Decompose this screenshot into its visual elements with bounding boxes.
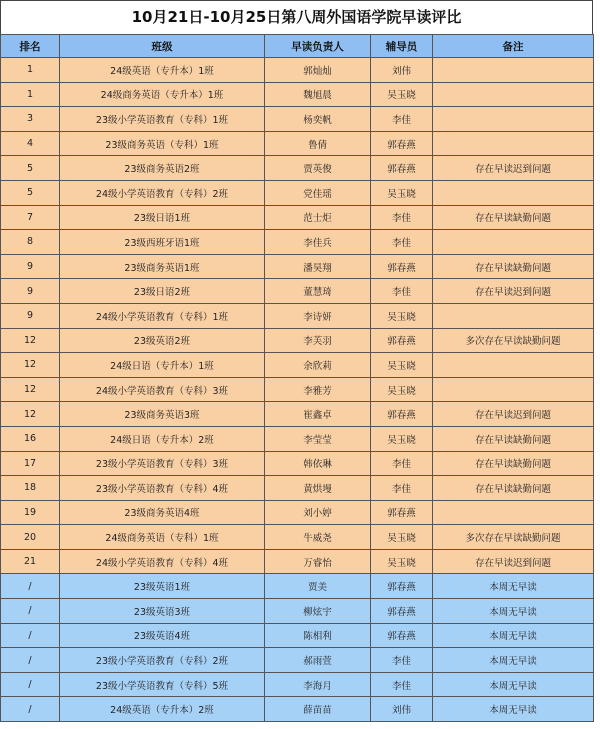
rank-cell: 19	[1, 500, 60, 525]
counselor-cell: 郭春燕	[371, 156, 433, 181]
rank-cell: 12	[1, 402, 60, 427]
ranking-table	[0, 34, 594, 722]
table-row	[1, 402, 594, 427]
note-cell: 本周无早读	[433, 599, 594, 624]
counselor-cell: 李佳	[371, 451, 433, 476]
leader-cell: 黄烘墁	[265, 476, 371, 501]
table-row	[1, 205, 594, 230]
class-cell: 24级英语（专升本）2班	[60, 697, 265, 722]
table-row	[1, 303, 594, 328]
class-cell: 24级小学英语教育（专科）2班	[60, 180, 265, 205]
note-cell: 本周无早读	[433, 623, 594, 648]
counselor-cell: 郭春燕	[371, 599, 433, 624]
note-cell	[433, 500, 594, 525]
counselor-cell: 李佳	[371, 205, 433, 230]
class-cell: 23级小学英语教育（专科）2班	[60, 648, 265, 673]
table-row	[1, 574, 594, 599]
counselor-cell: 李佳	[371, 279, 433, 304]
class-cell: 23级商务英语1班	[60, 254, 265, 279]
leader-cell: 魏旭晨	[265, 82, 371, 107]
counselor-cell: 郭春燕	[371, 254, 433, 279]
counselor-cell: 刘伟	[371, 58, 433, 83]
leader-cell: 陈相利	[265, 623, 371, 648]
rank-cell: 5	[1, 180, 60, 205]
rank-cell: 8	[1, 230, 60, 255]
counselor-cell: 郭春燕	[371, 131, 433, 156]
leader-cell: 崔鑫卓	[265, 402, 371, 427]
leader-cell: 郭灿灿	[265, 58, 371, 83]
note-cell	[433, 353, 594, 378]
rank-cell: 9	[1, 254, 60, 279]
leader-cell: 贾美	[265, 574, 371, 599]
table-row	[1, 500, 594, 525]
class-cell: 23级英语4班	[60, 623, 265, 648]
note-cell	[433, 377, 594, 402]
table-row	[1, 82, 594, 107]
table-row	[1, 107, 594, 132]
class-cell: 24级日语（专升本）1班	[60, 353, 265, 378]
note-cell: 存在早读迟到问题	[433, 279, 594, 304]
note-cell: 多次存在早读缺勤问题	[433, 525, 594, 550]
class-cell: 24级日语（专升本）2班	[60, 426, 265, 451]
counselor-cell: 郭春燕	[371, 500, 433, 525]
leader-cell: 潘昊翔	[265, 254, 371, 279]
table-row	[1, 525, 594, 550]
note-cell: 存在早读迟到问题	[433, 402, 594, 427]
counselor-cell: 吴玉晓	[371, 426, 433, 451]
counselor-cell: 吴玉晓	[371, 180, 433, 205]
note-cell: 存在早读缺勤问题	[433, 254, 594, 279]
rank-cell: 12	[1, 353, 60, 378]
class-cell: 24级小学英语教育（专科）1班	[60, 303, 265, 328]
note-cell	[433, 303, 594, 328]
leader-cell: 李莹莹	[265, 426, 371, 451]
class-cell: 23级小学英语教育（专科）1班	[60, 107, 265, 132]
rank-cell: 1	[1, 58, 60, 83]
class-cell: 23级商务英语3班	[60, 402, 265, 427]
note-cell: 本周无早读	[433, 574, 594, 599]
leader-cell: 李佳兵	[265, 230, 371, 255]
note-cell: 存在早读缺勤问题	[433, 476, 594, 501]
note-cell: 本周无早读	[433, 672, 594, 697]
rank-cell: 12	[1, 377, 60, 402]
leader-cell: 杨奕帆	[265, 107, 371, 132]
sheet-title: 10月21日-10月25日第八周外国语学院早读评比	[0, 0, 593, 34]
class-cell: 23级日语1班	[60, 205, 265, 230]
counselor-cell: 吴玉晓	[371, 353, 433, 378]
class-cell: 24级商务英语（专科）1班	[60, 525, 265, 550]
header-leader: 早读负责人	[265, 35, 371, 58]
class-cell: 23级英语1班	[60, 574, 265, 599]
leader-cell: 李海月	[265, 672, 371, 697]
table-row	[1, 451, 594, 476]
note-cell	[433, 180, 594, 205]
counselor-cell: 吴玉晓	[371, 82, 433, 107]
class-cell: 24级小学英语教育（专科）3班	[60, 377, 265, 402]
note-cell: 存在早读迟到问题	[433, 156, 594, 181]
counselor-cell: 刘伟	[371, 697, 433, 722]
class-cell: 23级西班牙语1班	[60, 230, 265, 255]
header-rank: 排名	[1, 35, 60, 58]
class-cell: 23级小学英语教育（专科）5班	[60, 672, 265, 697]
class-cell: 24级商务英语（专升本）1班	[60, 82, 265, 107]
leader-cell: 李诗妍	[265, 303, 371, 328]
class-cell: 24级小学英语教育（专科）4班	[60, 549, 265, 574]
table-row	[1, 254, 594, 279]
counselor-cell: 吴玉晓	[371, 303, 433, 328]
class-cell: 23级商务英语4班	[60, 500, 265, 525]
class-cell: 23级英语3班	[60, 599, 265, 624]
leader-cell: 董慧琦	[265, 279, 371, 304]
note-cell: 存在早读缺勤问题	[433, 205, 594, 230]
counselor-cell: 郭春燕	[371, 574, 433, 599]
leader-cell: 鲁倩	[265, 131, 371, 156]
table-body	[1, 58, 594, 722]
counselor-cell: 李佳	[371, 648, 433, 673]
class-cell: 23级商务英语2班	[60, 156, 265, 181]
rank-cell: 4	[1, 131, 60, 156]
counselor-cell: 郭春燕	[371, 402, 433, 427]
class-cell: 23级小学英语教育（专科）4班	[60, 476, 265, 501]
table-row	[1, 697, 594, 722]
table-row	[1, 279, 594, 304]
counselor-cell: 郭春燕	[371, 623, 433, 648]
note-cell: 存在早读迟到问题	[433, 549, 594, 574]
note-cell: 多次存在早读缺勤问题	[433, 328, 594, 353]
rank-cell: /	[1, 648, 60, 673]
note-cell	[433, 82, 594, 107]
rank-cell: 7	[1, 205, 60, 230]
counselor-cell: 吴玉晓	[371, 525, 433, 550]
rank-cell: 3	[1, 107, 60, 132]
table-row	[1, 648, 594, 673]
header-counselor: 辅导员	[371, 35, 433, 58]
table-row	[1, 672, 594, 697]
counselor-cell: 李佳	[371, 230, 433, 255]
leader-cell: 韩依琳	[265, 451, 371, 476]
table-row	[1, 58, 594, 83]
leader-cell: 贾英俊	[265, 156, 371, 181]
table-row	[1, 623, 594, 648]
table-row	[1, 131, 594, 156]
table-row	[1, 230, 594, 255]
leader-cell: 牛威尧	[265, 525, 371, 550]
rank-cell: 21	[1, 549, 60, 574]
rank-cell: 18	[1, 476, 60, 501]
leader-cell: 薛苗苗	[265, 697, 371, 722]
note-cell	[433, 107, 594, 132]
leader-cell: 李芙羽	[265, 328, 371, 353]
table-row	[1, 476, 594, 501]
table-row	[1, 353, 594, 378]
counselor-cell: 李佳	[371, 672, 433, 697]
leader-cell: 郝雨萱	[265, 648, 371, 673]
counselor-cell: 李佳	[371, 476, 433, 501]
rank-cell: 12	[1, 328, 60, 353]
class-cell: 23级小学英语教育（专科）3班	[60, 451, 265, 476]
rank-cell: 5	[1, 156, 60, 181]
rank-cell: /	[1, 672, 60, 697]
header-class: 班级	[60, 35, 265, 58]
note-cell: 存在早读缺勤问题	[433, 451, 594, 476]
table-row	[1, 549, 594, 574]
rank-cell: 9	[1, 303, 60, 328]
note-cell	[433, 131, 594, 156]
counselor-cell: 李佳	[371, 107, 433, 132]
rank-cell: 20	[1, 525, 60, 550]
table-row	[1, 426, 594, 451]
leader-cell: 李雅芳	[265, 377, 371, 402]
rank-cell: /	[1, 623, 60, 648]
note-cell: 本周无早读	[433, 648, 594, 673]
rank-cell: /	[1, 697, 60, 722]
leader-cell: 范士炬	[265, 205, 371, 230]
table-row	[1, 180, 594, 205]
rank-cell: 1	[1, 82, 60, 107]
header-row	[1, 35, 594, 58]
rank-cell: 9	[1, 279, 60, 304]
leader-cell: 刘小婷	[265, 500, 371, 525]
note-cell	[433, 58, 594, 83]
class-cell: 23级英语2班	[60, 328, 265, 353]
class-cell: 23级日语2班	[60, 279, 265, 304]
table-row	[1, 328, 594, 353]
rank-cell: /	[1, 574, 60, 599]
rank-cell: 16	[1, 426, 60, 451]
counselor-cell: 郭春燕	[371, 328, 433, 353]
counselor-cell: 吴玉晓	[371, 377, 433, 402]
rank-cell: 17	[1, 451, 60, 476]
header-note: 备注	[433, 35, 594, 58]
note-cell	[433, 230, 594, 255]
leader-cell: 万睿怡	[265, 549, 371, 574]
class-cell: 24级英语（专升本）1班	[60, 58, 265, 83]
leader-cell: 柳炫宇	[265, 599, 371, 624]
note-cell: 本周无早读	[433, 697, 594, 722]
class-cell: 23级商务英语（专科）1班	[60, 131, 265, 156]
counselor-cell: 吴玉晓	[371, 549, 433, 574]
rank-cell: /	[1, 599, 60, 624]
table-row	[1, 156, 594, 181]
table-row	[1, 599, 594, 624]
leader-cell: 余欣莉	[265, 353, 371, 378]
leader-cell: 党佳瑶	[265, 180, 371, 205]
note-cell: 存在早读缺勤问题	[433, 426, 594, 451]
table-row	[1, 377, 594, 402]
